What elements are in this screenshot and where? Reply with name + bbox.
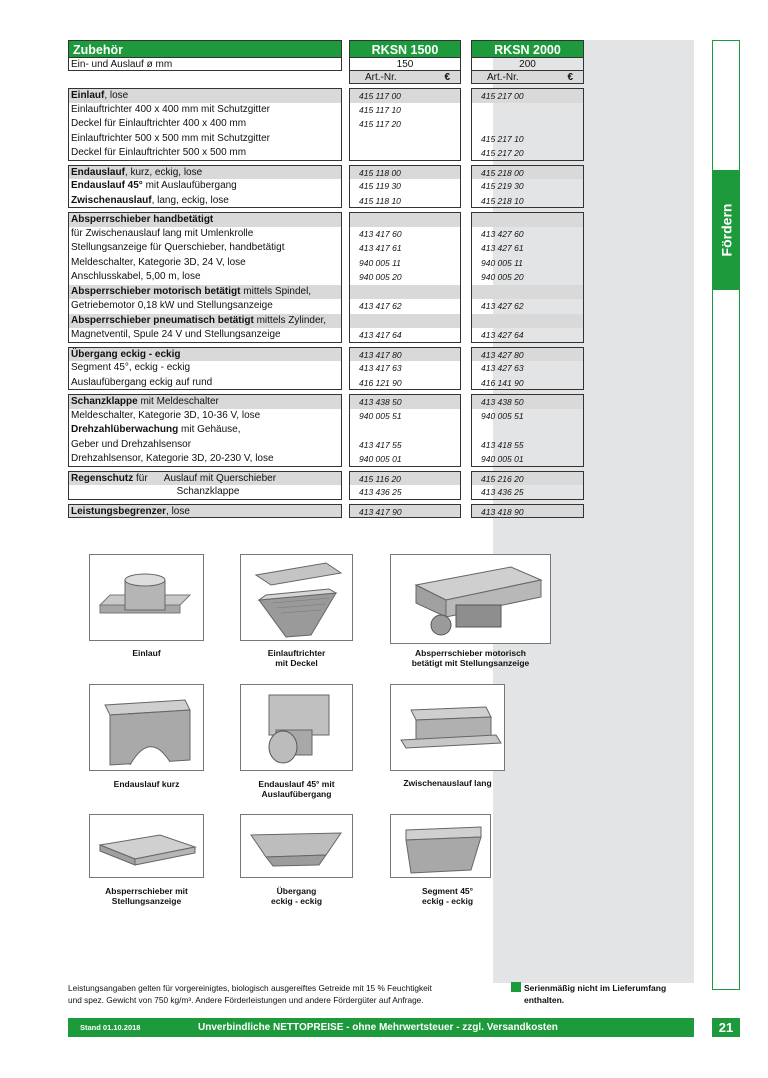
row-description: Drehzahlsensor, Kategorie 3D, 20-230 V, lose xyxy=(68,452,342,467)
table-row xyxy=(68,212,584,227)
caption-endauslauf-45: Endauslauf 45° mit Auslaufübergang xyxy=(258,779,335,799)
article-number-2000 xyxy=(471,117,584,132)
image-zwischenauslauf-lang xyxy=(390,684,505,771)
caption-absperrschieber-stellung: Absperrschieber mit Stellungsanzeige xyxy=(105,886,188,906)
image-einlauftrichter xyxy=(240,554,353,641)
article-number-2000 xyxy=(471,285,584,300)
table-row xyxy=(68,299,584,314)
article-number-1500: 413 417 62 xyxy=(349,299,461,314)
table-row xyxy=(68,117,584,132)
article-number-1500: 413 417 64 xyxy=(349,328,461,343)
caption-einlauf: Einlauf xyxy=(132,648,161,658)
article-number-1500: 413 438 50 xyxy=(349,394,461,409)
article-number-1500: 940 005 11 xyxy=(349,256,461,271)
table-row xyxy=(68,504,584,519)
article-number-2000 xyxy=(471,212,584,227)
footnote: Leistungsangaben gelten für vorgereinigtes, biologisch ausgereiftes Getreide mit 15 % Feuchtigkeit und spez. Gewicht von 750 kg/m³. Andere Förderleistungen und andere Fördergüter auf Anfrage. xyxy=(68,983,432,1005)
row-description: Schanzklappe mit Meldeschalter xyxy=(68,394,342,409)
article-number-1500 xyxy=(349,212,461,227)
article-number-2000 xyxy=(471,314,584,329)
caption-zwischenauslauf-lang: Zwischenauslauf lang xyxy=(403,778,492,788)
table-row xyxy=(68,256,584,271)
image-uebergang xyxy=(240,814,353,878)
row-description: Stellungsanzeige für Querschieber, handbetätigt xyxy=(68,241,342,256)
row-description: Absperrschieber motorisch betätigt mittels Spindel, xyxy=(68,285,342,300)
row-description: Einlauf, lose xyxy=(68,88,342,103)
row-description: Absperrschieber pneumatisch betätigt mittels Zylinder, xyxy=(68,314,342,329)
row-description: Segment 45°, eckig - eckig xyxy=(68,361,342,376)
article-number-2000: 940 005 20 xyxy=(471,270,584,285)
article-number-1500: 940 005 51 xyxy=(349,409,461,424)
header-model-2: RKSN 2000 xyxy=(471,40,584,58)
row-description: Übergang eckig - eckig xyxy=(68,347,342,362)
row-description: Meldeschalter, Kategorie 3D, 10-36 V, lose xyxy=(68,409,342,424)
table-row xyxy=(68,347,584,362)
footer-bar xyxy=(68,1018,694,1037)
row-description: Zwischenauslauf, lang, eckig, lose xyxy=(68,194,342,209)
footer-text: Unverbindliche NETTOPREISE - ohne Mehrwertsteuer - zzgl. Versandkosten xyxy=(198,1022,558,1033)
article-number-2000: 940 005 11 xyxy=(471,256,584,271)
article-number-1500: 415 116 20 xyxy=(349,471,461,486)
table-row xyxy=(68,227,584,242)
article-number-2000: 413 438 50 xyxy=(471,394,584,409)
article-number-2000: 413 427 60 xyxy=(471,227,584,242)
row-description: für Zwischenauslauf lang mit Umlenkrolle xyxy=(68,227,342,242)
article-number-2000: 416 141 90 xyxy=(471,376,584,391)
article-number-2000: 413 418 90 xyxy=(471,504,584,519)
row-description: Deckel für Einlauftrichter 500 x 500 mm xyxy=(68,146,342,161)
caption-einlauftrichter: Einlauftrichter mit Deckel xyxy=(267,648,326,668)
table-row xyxy=(68,471,584,486)
article-number-2000: 413 427 63 xyxy=(471,361,584,376)
article-number-2000: 413 427 80 xyxy=(471,347,584,362)
table-row xyxy=(68,452,584,467)
table-row xyxy=(68,270,584,285)
caption-endauslauf-kurz: Endauslauf kurz xyxy=(113,779,180,789)
article-number-1500 xyxy=(349,132,461,147)
table-row xyxy=(68,132,584,147)
image-endauslauf-kurz xyxy=(89,684,204,771)
accessories-table xyxy=(68,40,584,522)
article-number-1500: 416 121 90 xyxy=(349,376,461,391)
article-number-2000: 415 216 20 xyxy=(471,471,584,486)
caption-absperrschieber-motorisch: Absperrschieber motorisch betätigt mit Stellungsanzeige xyxy=(411,648,530,668)
article-number-2000: 413 436 25 xyxy=(471,485,584,500)
row-description: Endauslauf, kurz, eckig, lose xyxy=(68,165,342,180)
row-description: Drehzahlüberwachung mit Gehäuse, xyxy=(68,423,342,438)
table-row xyxy=(68,423,584,438)
row-description: Leistungsbegrenzer, lose xyxy=(68,504,342,519)
table-row xyxy=(68,409,584,424)
row-description: Absperrschieber handbetätigt xyxy=(68,212,342,227)
article-number-2000: 413 418 55 xyxy=(471,438,584,453)
table-row xyxy=(68,438,584,453)
row-description: Endauslauf 45° mit Auslaufübergang xyxy=(68,179,342,194)
table-row xyxy=(68,394,584,409)
table-row xyxy=(68,328,584,343)
article-number-1500: 413 417 63 xyxy=(349,361,461,376)
row-description: Anschlusskabel, 5,00 m, lose xyxy=(68,270,342,285)
article-number-1500 xyxy=(349,146,461,161)
row-description: Magnetventil, Spule 24 V und Stellungsanzeige xyxy=(68,328,342,343)
table-row xyxy=(68,103,584,118)
row-description: Meldeschalter, Kategorie 3D, 24 V, lose xyxy=(68,256,342,271)
article-number-2000: 413 427 64 xyxy=(471,328,584,343)
article-number-1500: 413 436 25 xyxy=(349,485,461,500)
table-row xyxy=(68,88,584,103)
inlet-diameter-row: Ein- und Auslauf ø mm 150 200 xyxy=(68,58,584,71)
page-number: 21 xyxy=(712,1018,740,1037)
article-number-1500: 415 118 10 xyxy=(349,194,461,209)
article-number-1500: 413 417 55 xyxy=(349,438,461,453)
article-number-1500: 940 005 20 xyxy=(349,270,461,285)
article-number-2000: 415 217 10 xyxy=(471,132,584,147)
article-number-2000: 940 005 01 xyxy=(471,452,584,467)
table-row xyxy=(68,179,584,194)
table-row xyxy=(68,376,584,391)
legend-swatch xyxy=(511,982,521,992)
article-number-2000 xyxy=(471,423,584,438)
image-absperrschieber-stellung xyxy=(89,814,204,878)
article-number-2000: 415 217 20 xyxy=(471,146,584,161)
image-endauslauf-45 xyxy=(240,684,353,771)
caption-uebergang: Übergang eckig - eckig xyxy=(270,886,323,906)
image-segment-45 xyxy=(390,814,491,878)
header-zubehoer: Zubehör xyxy=(68,40,342,58)
article-number-2000 xyxy=(471,103,584,118)
article-number-2000: 940 005 51 xyxy=(471,409,584,424)
table-row xyxy=(68,361,584,376)
table-row xyxy=(68,194,584,209)
article-number-1500: 413 417 61 xyxy=(349,241,461,256)
article-number-2000: 415 219 30 xyxy=(471,179,584,194)
row-description: Schanzklappe xyxy=(68,485,342,500)
table-row xyxy=(68,146,584,161)
article-number-1500: 415 118 00 xyxy=(349,165,461,180)
image-absperrschieber-motorisch xyxy=(390,554,551,644)
image-einlauf xyxy=(89,554,204,641)
footer-stand: Stand 01.10.2018 xyxy=(80,1023,141,1032)
row-description: Regenschutz für Auslauf mit Querschieber xyxy=(68,471,342,486)
article-number-2000: 415 217 00 xyxy=(471,88,584,103)
article-number-1500: 413 417 90 xyxy=(349,504,461,519)
article-number-1500 xyxy=(349,423,461,438)
article-number-2000: 415 218 00 xyxy=(471,165,584,180)
article-number-2000: 413 427 61 xyxy=(471,241,584,256)
table-row xyxy=(68,485,584,500)
article-number-2000: 413 427 62 xyxy=(471,299,584,314)
side-tab-label: Fördern xyxy=(718,203,735,257)
article-number-1500 xyxy=(349,285,461,300)
article-number-1500: 415 117 00 xyxy=(349,88,461,103)
row-description: Auslaufübergang eckig auf rund xyxy=(68,376,342,391)
article-number-1500: 415 119 30 xyxy=(349,179,461,194)
table-header xyxy=(68,40,584,58)
article-number-1500: 415 117 20 xyxy=(349,117,461,132)
row-description: Getriebemotor 0,18 kW und Stellungsanzeige xyxy=(68,299,342,314)
row-description: Einlauftrichter 400 x 400 mm mit Schutzgitter xyxy=(68,103,342,118)
table-row xyxy=(68,285,584,300)
article-number-1500: 413 417 60 xyxy=(349,227,461,242)
table-row xyxy=(68,314,584,329)
table-row xyxy=(68,165,584,180)
article-number-row: Art.-Nr. € Art.-Nr. € xyxy=(68,71,584,84)
row-description: Geber und Drehzahlsensor xyxy=(68,438,342,453)
caption-segment-45: Segment 45° eckig - eckig xyxy=(421,886,474,906)
header-model-1: RKSN 1500 xyxy=(349,40,461,58)
article-number-1500: 413 417 80 xyxy=(349,347,461,362)
article-number-2000: 415 218 10 xyxy=(471,194,584,209)
row-description: Einlauftrichter 500 x 500 mm mit Schutzgitter xyxy=(68,132,342,147)
article-number-1500 xyxy=(349,314,461,329)
article-number-1500: 940 005 01 xyxy=(349,452,461,467)
article-number-1500: 415 117 10 xyxy=(349,103,461,118)
row-description: Deckel für Einlauftrichter 400 x 400 mm xyxy=(68,117,342,132)
table-row xyxy=(68,241,584,256)
